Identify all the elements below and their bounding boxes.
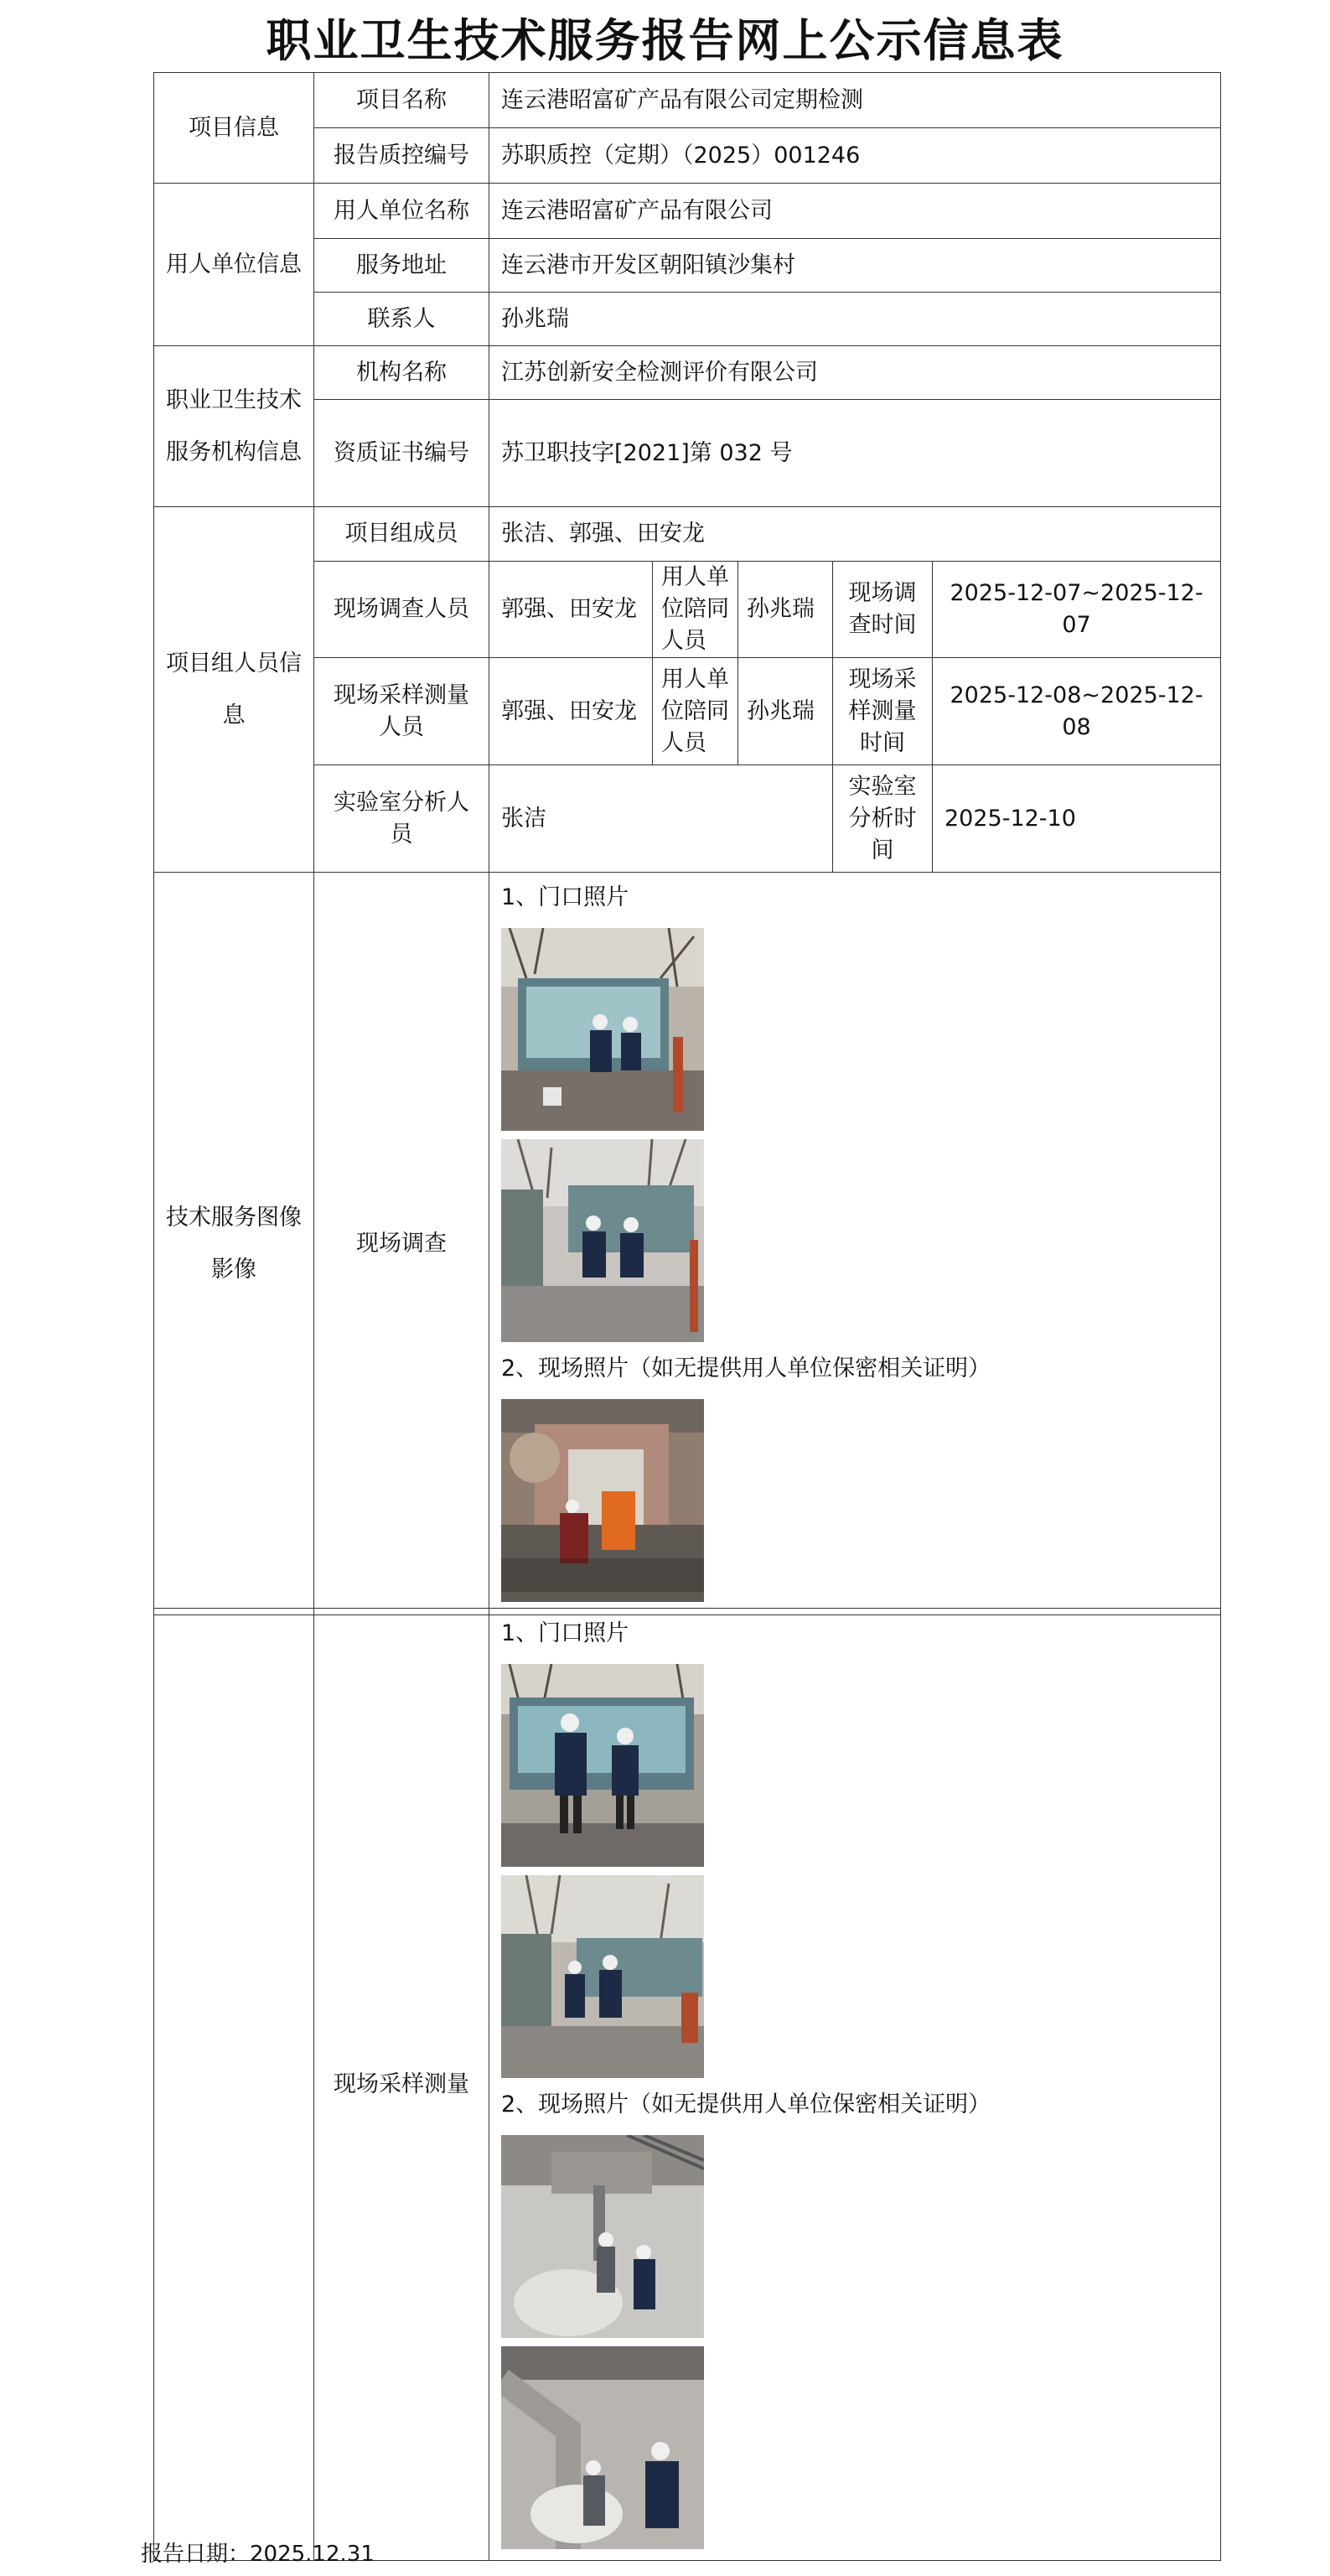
agency-name-label: 机构名称 — [314, 346, 489, 400]
sampling-time-label: 现场采样测量时间 — [833, 658, 933, 765]
members-label: 项目组成员 — [314, 507, 489, 562]
sampling-photos-cell — [489, 1609, 1221, 2561]
survey-photos-cell — [489, 873, 1221, 1615]
lab-staff-label: 实验室分析人员 — [314, 765, 489, 873]
sampling-staff-value: 郭强、田安龙 — [489, 658, 653, 765]
project-name-label: 项目名称 — [314, 73, 489, 128]
door-photo-2 — [501, 1139, 704, 1342]
site-photo-label: 2、现场照片（如无提供用人单位保密相关证明） — [501, 1355, 991, 1381]
service-address-label: 服务地址 — [314, 239, 489, 293]
survey-time-label: 现场调查时间 — [833, 562, 933, 658]
employer-name-value: 连云港昭富矿产品有限公司 — [489, 184, 1221, 239]
report-code-label: 报告质控编号 — [314, 128, 489, 184]
employer-name-label: 用人单位名称 — [314, 184, 489, 239]
members-value: 张洁、郭强、田安龙 — [489, 507, 1221, 562]
site-photo-2 — [501, 2135, 704, 2338]
info-table — [153, 72, 1221, 1615]
sampling-images-label: 现场采样测量 — [314, 1609, 489, 2561]
door-photo-1 — [501, 928, 704, 1131]
team-header: 项目组人员信息 — [154, 507, 314, 873]
door-photo-4 — [501, 1875, 704, 2078]
images-header: 技术服务图像影像 — [154, 873, 314, 1615]
survey-staff-label: 现场调查人员 — [314, 562, 489, 658]
sampling-images-table — [153, 1608, 1221, 2561]
survey-images-label: 现场调查 — [314, 873, 489, 1615]
survey-escort-label: 用人单位陪同人员 — [653, 562, 738, 658]
survey-time-value: 2025-12-07~2025-12-07 — [933, 562, 1221, 658]
door-photo-label: 1、门口照片 — [501, 884, 629, 910]
sampling-escort-value: 孙兆瑞 — [738, 658, 833, 765]
site-photo-label-2: 2、现场照片（如无提供用人单位保密相关证明） — [501, 2091, 991, 2117]
images-header-continued — [154, 1609, 314, 2561]
door-photo-3 — [501, 1664, 704, 1867]
lab-time-value: 2025-12-10 — [933, 765, 1221, 873]
agency-header: 职业卫生技术服务机构信息 — [154, 346, 314, 507]
lab-time-label: 实验室分析时间 — [833, 765, 933, 873]
report-date: 报告日期：2025.12.31 — [141, 2542, 375, 2567]
agency-name-value: 江苏创新安全检测评价有限公司 — [489, 346, 1221, 400]
site-photo-3 — [501, 2346, 704, 2549]
lab-staff-value: 张洁 — [489, 765, 833, 873]
project-info-header: 项目信息 — [154, 73, 314, 184]
employer-header: 用人单位信息 — [154, 184, 314, 346]
page-title: 职业卫生技术服务报告网上公示信息表 — [266, 14, 1064, 67]
survey-escort-value: 孙兆瑞 — [738, 562, 833, 658]
project-name-value: 连云港昭富矿产品有限公司定期检测 — [489, 73, 1221, 128]
contact-label: 联系人 — [314, 293, 489, 346]
contact-value: 孙兆瑞 — [489, 293, 1221, 346]
service-address-value: 连云港市开发区朝阳镇沙集村 — [489, 239, 1221, 293]
survey-staff-value: 郭强、田安龙 — [489, 562, 653, 658]
cert-value: 苏卫职技字[2021]第 032 号 — [489, 400, 1221, 507]
sampling-staff-label: 现场采样测量人员 — [314, 658, 489, 765]
report-code-value: 苏职质控（定期）（2025）001246 — [489, 128, 1221, 184]
sampling-escort-label: 用人单位陪同人员 — [653, 658, 738, 765]
cert-label: 资质证书编号 — [314, 400, 489, 507]
door-photo-label-2: 1、门口照片 — [501, 1620, 629, 1646]
sampling-time-value: 2025-12-08~2025-12-08 — [933, 658, 1221, 765]
site-photo-1 — [501, 1399, 704, 1602]
